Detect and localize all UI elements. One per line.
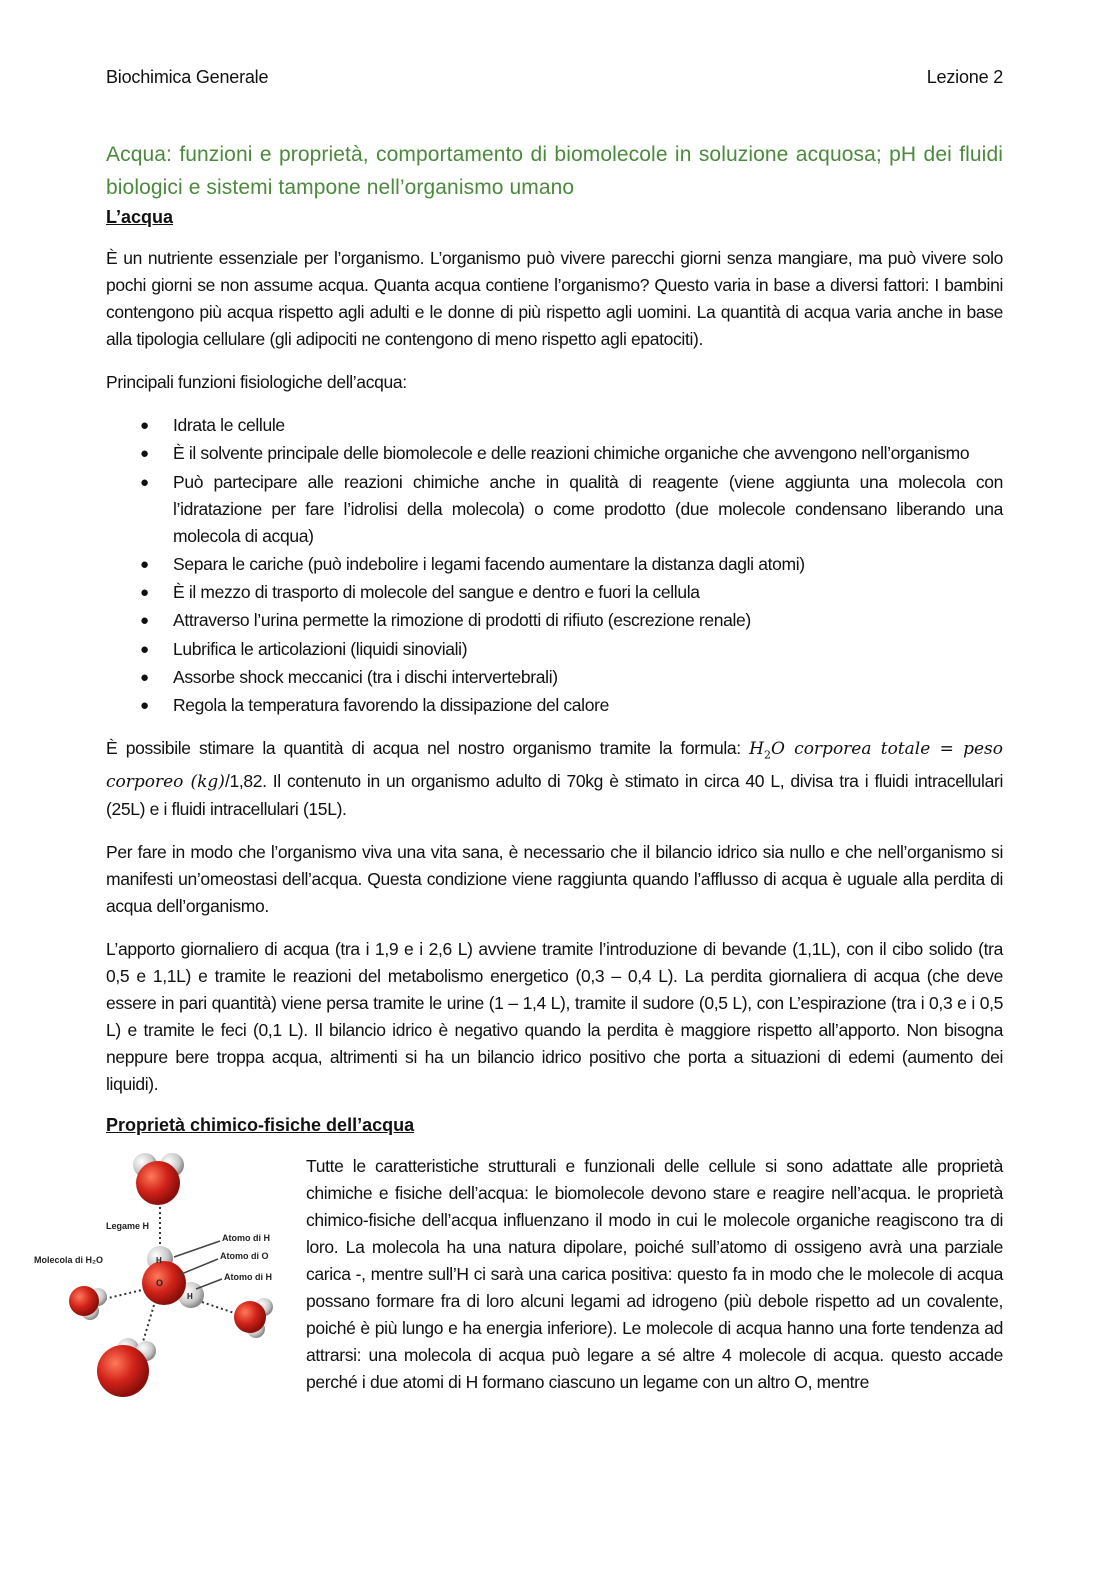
bullet-icon: ● [140, 697, 149, 715]
list-item: ● Idrata le cellule [106, 412, 1003, 439]
list-item: ● Assorbe shock meccanici (tra i dischi intervertebrali) [106, 664, 1003, 691]
list-item: ● Può partecipare alle reazioni chimiche anche in qualità di reagente (viene aggiunta una molecola con l’idratazione per fare l’idrolisi della molecola) o come prodotto (due molecole condensano liberando una molecola di acqua) [106, 469, 1003, 550]
section-heading-properties: Proprietà chimico-fisiche dell’acqua [106, 1115, 415, 1136]
bullet-icon: ● [140, 584, 149, 602]
list-item: ● Lubrifica le articolazioni (liquidi sinoviali) [106, 636, 1003, 663]
bullet-icon: ● [140, 612, 149, 630]
svg-text:O: O [156, 1278, 164, 1289]
paragraph-intro: È un nutriente essenziale per l’organismo. L’organismo può vivere parecchi giorni senza mangiare, ma può vivere solo pochi giorni se non assume acqua. Quanta acqua contiene l’organismo? Questo varia in base a diversi fattori: I bambini contengono più acqua rispetto agli adulti e le donne di più rispetto agli uomini. La quantità di acqua varia anche in base alla tipologia cellulare (gli adipociti ne contengono di meno rispetto agli epatociti). [106, 248, 1003, 349]
document-body [34, 138, 1004, 1396]
bullet-icon: ● [140, 669, 149, 687]
list-item: ● Attraverso l’urina permette la rimozione di prodotti di rifiuto (escrezione renale) [106, 607, 1003, 634]
svg-text:H: H [156, 1256, 162, 1266]
properties-section [34, 1153, 1003, 1396]
list-item: ● È il mezzo di trasporto di molecole del sangue e dentro e fuori la cellula [106, 579, 1003, 606]
svg-text:Atomo di H: Atomo di H [224, 1272, 272, 1283]
properties-text-column [306, 1153, 1003, 1396]
bullet-icon: ● [140, 417, 149, 434]
bullet-icon: ● [140, 445, 149, 463]
body-water-formula: $H_2O$ corporea totale = peso corporeo (kg) [106, 738, 1004, 793]
header-lesson-number: Lezione 2 [926, 67, 1003, 87]
functions-list [106, 412, 1003, 719]
svg-text:Atomo di O: Atomo di O [220, 1251, 269, 1262]
paragraph-properties: Tutte le caratteristiche strutturali e funzionali delle cellule si sono adattate alle proprietà chimiche e fisiche dell’acqua: le biomolecole devono stare e reagire nell’acqua. le proprietà chimico-fisiche dell’acqua influenzano il modo in cui le molecole organiche reagiscono tra di loro. La molecola ha una natura dipolare, poiché sull’atomo di ossigeno avrà una parziale carica -, mentre sull’H ci sarà una carica positiva: questo fa in modo che le molecole di acqua possano formare fra di loro alcuni legami ad idrogeno (più debole rispetto ad un covalente, poiché è più lungo e ha energia inferiore). Le molecole di acqua hanno una forte tendenza ad attrarsi: una molecola di acqua può legare a sé altre 4 molecole di acqua. questo accade perché i due atomi di H formano ciascuno un legame con un altro O, mentre [306, 1156, 1003, 1393]
list-item: ● È il solvente principale delle biomolecole e delle reazioni chimiche organiche che avvengono nell’organismo [106, 440, 1003, 467]
section-heading-acqua: L’acqua [106, 207, 174, 227]
document-title: Acqua: funzioni e proprietà, comportamento di biomolecole in soluzione acquosa; pH dei fluidi biologici e sistemi tampone nell’organismo umano [106, 143, 1003, 199]
bullet-icon: ● [140, 555, 149, 573]
bullet-icon: ● [140, 640, 149, 658]
water-hydrogen-bond-diagram [24, 1153, 272, 1393]
bullet-icon: ● [140, 473, 149, 491]
page-header [106, 67, 1003, 91]
paragraph-daily-intake: L’apporto giornaliero di acqua (tra i 1,9 e i 2,6 L) avviene tramite l’introduzione di bevande (1,1L), con il cibo solido (tra 0,5 e 1,1L) e tramite le reazioni del metabolismo energetico (0,3 – 0,4 L). La perdita giornaliera di acqua (che deve essere in pari quantità) viene persa tramite le urine (1 – 1,4 L), tramite il sudore (0,5 L), con L’espirazione (tra i 0,3 e i 0,5 L) e tramite le feci (0,1 L). Il bilancio idrico è negativo quando la perdita è maggiore rispetto all’apporto. Non bisogna neppure bere troppa acqua, altrimenti si ha un bilancio idrico positivo che porta a situazioni di edemi (aumento dei liquidi). [106, 939, 1003, 1095]
paragraph-formula: È possibile stimare la quantità di acqua nel nostro organismo tramite la formula: $H_2O$ corporea totale = peso corporeo (kg)/1,82. Il contenuto in un organismo adulto di 70kg è stimato in circa 40 L, divisa tra i fluidi intracellulari (25L) e i fluidi intracellulari (15L). [106, 737, 1004, 820]
paragraph-water-balance: Per fare in modo che l’organismo viva una vita sana, è necessario che il bilancio idrico sia nullo e che nell’organismo si manifesti un’omeostasi dell’acqua. Questa condizione viene raggiunta quando l’afflusso di acqua è uguale alla perdita di acqua dell’organismo. [106, 842, 1003, 917]
header-course-title: Biochimica Generale [106, 67, 269, 87]
svg-text:Molecola di H₂O: Molecola di H₂O [34, 1255, 104, 1266]
water-molecule-illustration [24, 1149, 314, 1399]
functions-label: Principali funzioni fisiologiche dell’acqua: [106, 372, 407, 392]
list-item: ● Separa le cariche (può indebolire i legami facendo aumentare la distanza dagli atomi) [106, 551, 1003, 578]
svg-text:H: H [187, 1292, 193, 1302]
svg-text:Atomo di H: Atomo di H [222, 1233, 270, 1244]
svg-text:Legame H: Legame H [106, 1221, 150, 1232]
list-item: ● Regola la temperatura favorendo la dissipazione del calore [106, 692, 1003, 719]
